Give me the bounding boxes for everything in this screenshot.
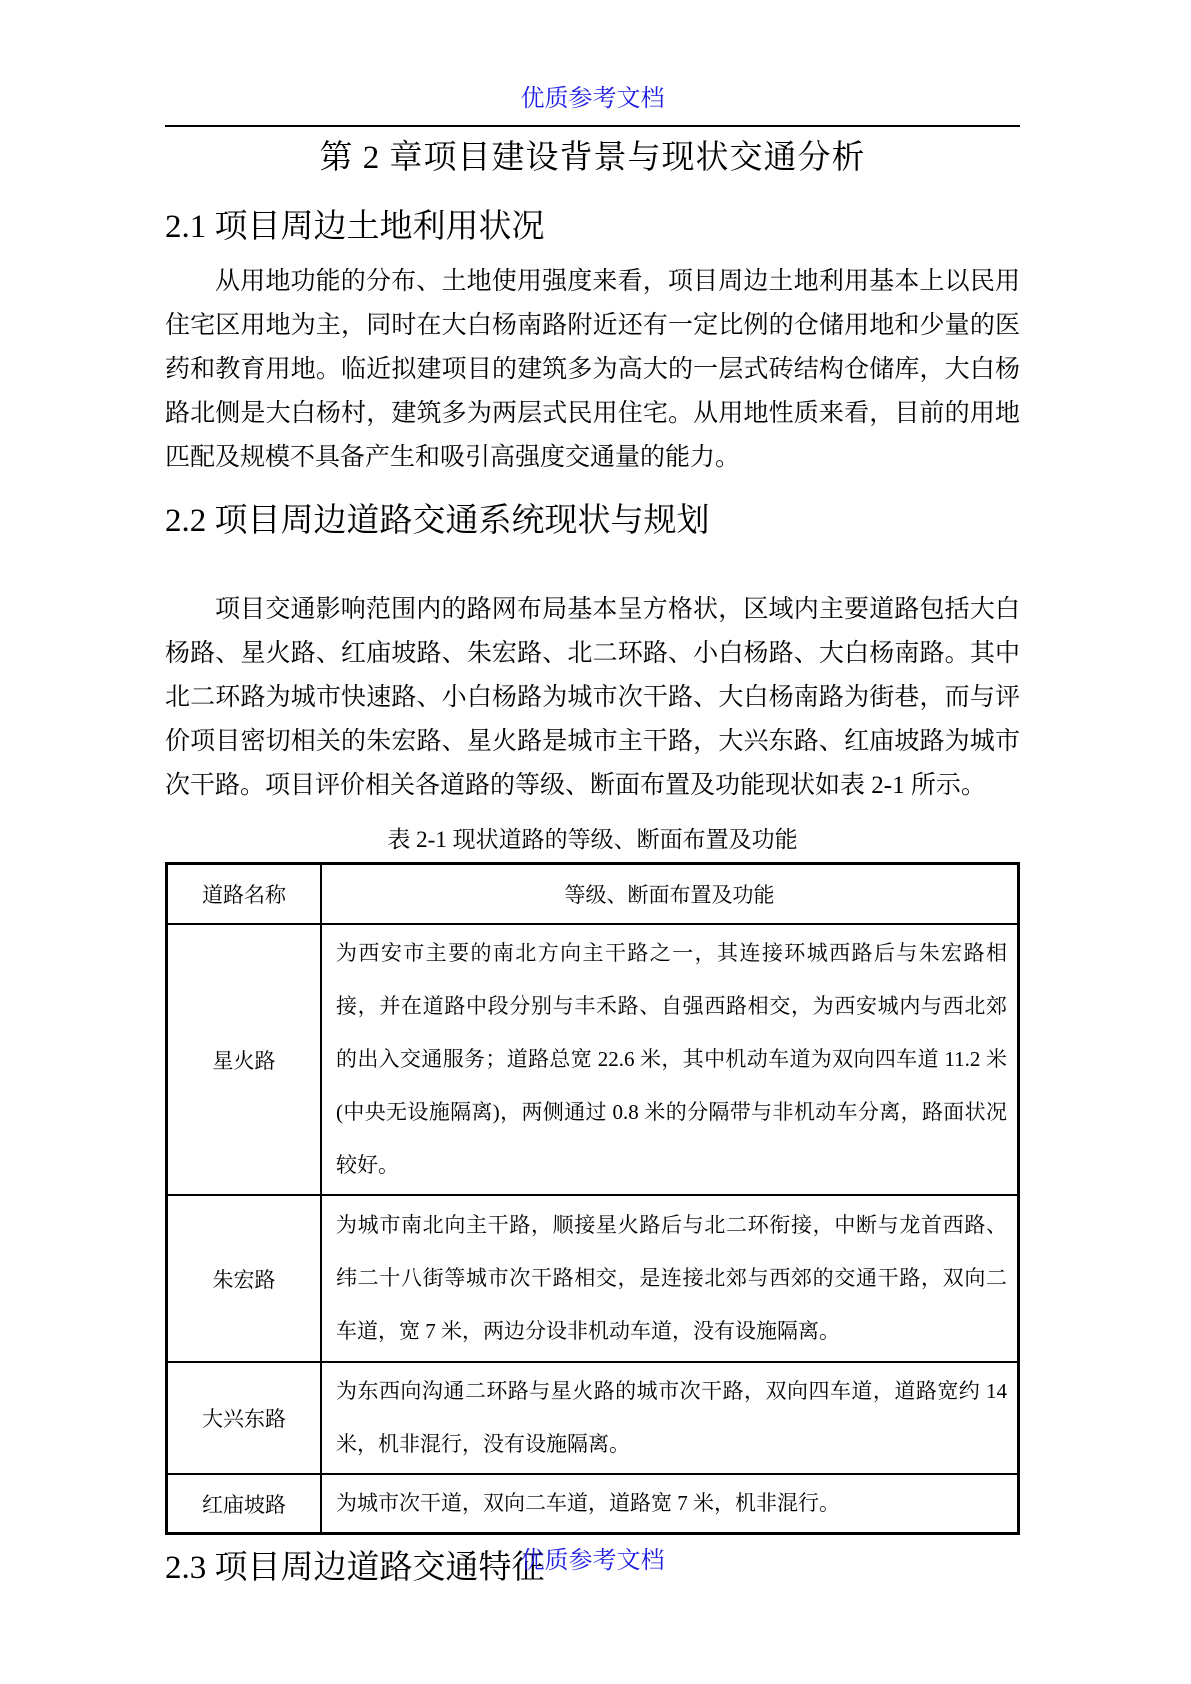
section-heading-2-2: 2.2 项目周边道路交通系统现状与规划 (165, 503, 710, 539)
table-row (167, 1474, 1019, 1534)
road-name-cell: 星火路 (167, 924, 322, 1195)
chapter-title: 第 2 章项目建设背景与现状交通分析 (319, 140, 866, 176)
road-name-cell: 朱宏路 (167, 1195, 322, 1362)
road-desc-cell: 为东西向沟通二环路与星火路的城市次干路，双向四车道，道路宽约 14 米，机非混行，没有设施隔离。 (321, 1362, 1019, 1474)
section-heading-2-3: 2.3 项目周边道路交通特征 (165, 1550, 545, 1586)
page-header-text: 优质参考文档 (520, 86, 665, 112)
road-name-cell: 红庙坡路 (167, 1474, 322, 1534)
road-desc-cell: 为西安市主要的南北方向主干路之一，其连接环城西路后与朱宏路相接，并在道路中段分别与丰禾路、自强西路相交，为西安城内与西北郊的出入交通服务；道路总宽 22.6 米，其中机动车道为双向四车道 11.2 米(中央无设施隔离)，两侧通过 0.8 米的分隔带与非机动车分离，路面状况较好。 (321, 924, 1019, 1195)
table-caption: 表 2-1 现状道路的等级、断面布置及功能 (387, 827, 798, 852)
road-desc-cell: 为城市南北向主干路，顺接星火路后与北二环衔接，中断与龙首西路、纬二十八街等城市次干路相交，是连接北郊与西郊的交通干路，双向二车道，宽 7 米，两边分设非机动车道，没有设施隔离。 (321, 1195, 1019, 1362)
column-header-road-name: 道路名称 (167, 864, 322, 925)
page-footer-text: 优质参考文档 (520, 1548, 665, 1574)
section-heading-2-1: 2.1 项目周边土地利用状况 (165, 209, 545, 245)
road-name-cell: 大兴东路 (167, 1362, 322, 1474)
header-divider-line (165, 125, 1020, 127)
table-row (167, 924, 1019, 1195)
paragraph-land-use: 从用地功能的分布、土地使用强度来看，项目周边土地利用基本上以民用住宅区用地为主，同时在大白杨南路附近还有一定比例的仓储用地和少量的医药和教育用地。临近拟建项目的建筑多为高大的一层式砖结构仓储库，大白杨路北侧是大白杨村，建筑多为两层式民用住宅。从用地性质来看，目前的用地匹配及规模不具备产生和吸引高强度交通量的能力。 (165, 268, 1020, 471)
paragraph-road-network: 项目交通影响范围内的路网布局基本呈方格状，区域内主要道路包括大白杨路、星火路、红庙坡路、朱宏路、北二环路、小白杨路、大白杨南路。其中北二环路为城市快速路、小白杨路为城市次干路、大白杨南路为街巷，而与评价项目密切相关的朱宏路、星火路是城市主干路，大兴东路、红庙坡路为城市次干路。项目评价相关各道路的等级、断面布置及功能现状如表 2-1 所示。 (165, 596, 1020, 799)
column-header-grade-desc: 等级、断面布置及功能 (321, 864, 1019, 925)
road-grade-table (165, 862, 1020, 1535)
table-row (167, 1362, 1019, 1474)
table-row (167, 1195, 1019, 1362)
table-header-row (167, 864, 1019, 925)
road-desc-cell: 为城市次干道，双向二车道，道路宽 7 米，机非混行。 (321, 1474, 1019, 1534)
